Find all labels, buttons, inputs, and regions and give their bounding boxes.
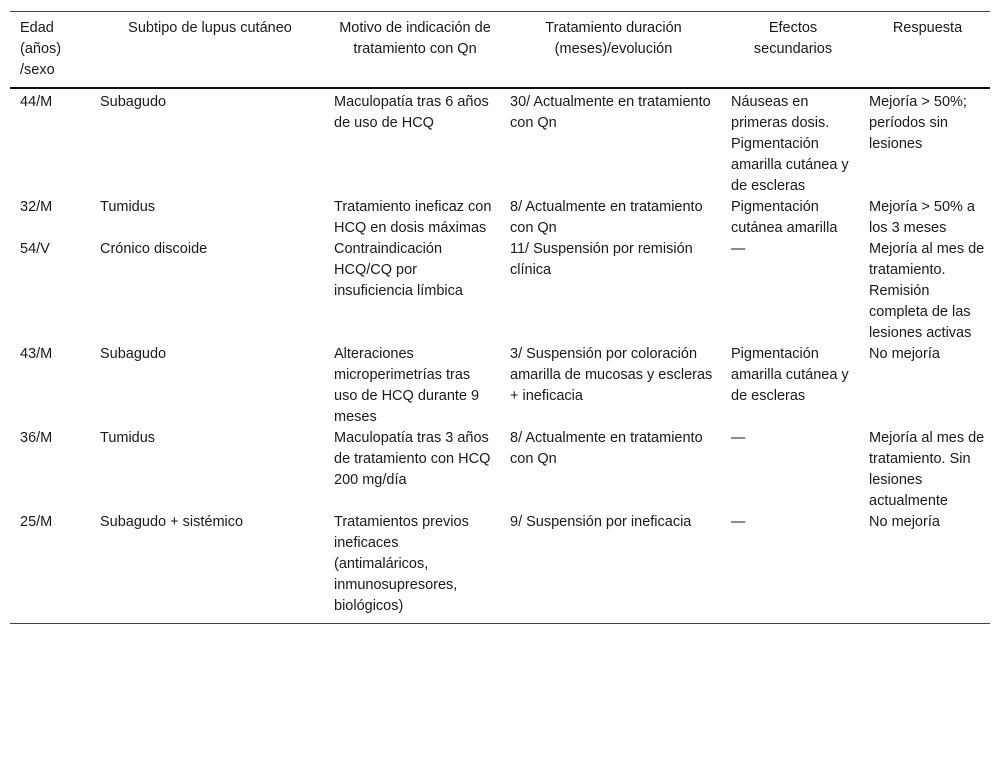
cell-subtype: Subagudo (100, 346, 167, 362)
cell-duration: 9/ Suspensión por ineficacia (510, 514, 692, 530)
cell-subtype: Subagudo + sistémico (100, 514, 244, 530)
cell-indication: Tratamiento ineficaz con HCQ en dosis máximas (334, 199, 492, 236)
table-row (10, 512, 990, 624)
cell-age-sex: 43/M (20, 346, 53, 362)
cell-duration: 3/ Suspensión por coloración amarilla de mucosas y escleras + ineficacia (510, 346, 713, 404)
cell-response: Mejoría al mes de tratamiento. Sin lesiones actualmente (869, 430, 985, 509)
cell-duration: 30/ Actualmente en tratamiento con Qn (510, 94, 711, 131)
header-age-sex: Edad (años) /sexo (20, 20, 62, 78)
table-header (10, 12, 990, 89)
cell-response: Mejoría > 50%; períodos sin lesiones (869, 94, 967, 152)
header-response: Respuesta (892, 20, 963, 36)
table-row (10, 88, 990, 197)
table-row (10, 239, 990, 344)
header-duration: Tratamiento duración (meses)/evolución (545, 20, 682, 57)
cell-duration: 8/ Actualmente en tratamiento con Qn (510, 430, 703, 467)
table-row (10, 344, 990, 428)
header-indication: Motivo de indicación de tratamiento con Qn (339, 20, 491, 57)
cell-response: Mejoría > 50% a los 3 meses (869, 199, 975, 236)
cell-subtype: Tumidus (100, 199, 156, 215)
cell-duration: 8/ Actualmente en tratamiento con Qn (510, 199, 703, 236)
cell-age-sex: 44/M (20, 94, 53, 110)
header-subtype: Subtipo de lupus cutáneo (128, 20, 292, 36)
cell-response: Mejoría al mes de tratamiento. Remisión completa de las lesiones activas (869, 241, 985, 341)
cell-response: No mejoría (869, 346, 940, 362)
cell-indication: Tratamientos previos ineficaces (antimaláricos, inmunosupresores, biológicos) (334, 514, 469, 614)
header-side-effects: Efectos secundarios (753, 20, 833, 57)
lupus-treatment-table (10, 11, 990, 624)
cell-response: No mejoría (869, 514, 940, 530)
cell-age-sex: 36/M (20, 430, 53, 446)
cell-subtype: Subagudo (100, 94, 167, 110)
cell-indication: Contraindicación HCQ/CQ por insuficiencia límbica (334, 241, 463, 299)
cell-side-effects: Pigmentación amarilla cutánea y de escleras (731, 346, 849, 404)
cell-duration: 11/ Suspensión por remisión clínica (510, 241, 693, 278)
cell-age-sex: 25/M (20, 514, 53, 530)
cell-indication: Maculopatía tras 3 años de tratamiento con HCQ 200 mg/día (334, 430, 491, 488)
table-row (10, 197, 990, 239)
cell-side-effects: Náuseas en primeras dosis. Pigmentación amarilla cutánea y de escleras (731, 94, 849, 194)
cell-age-sex: 54/V (20, 241, 50, 257)
cell-side-effects: — (731, 241, 746, 257)
header-row (10, 12, 990, 89)
table-row (10, 428, 990, 512)
cell-subtype: Crónico discoide (100, 241, 208, 257)
cell-subtype: Tumidus (100, 430, 156, 446)
cell-age-sex: 32/M (20, 199, 53, 215)
cell-indication: Maculopatía tras 6 años de uso de HCQ (334, 94, 489, 131)
table-container (10, 11, 990, 624)
cell-indication: Alteraciones microperimetrías tras uso de HCQ durante 9 meses (334, 346, 480, 425)
cell-side-effects: — (731, 514, 746, 530)
table-body (10, 88, 990, 624)
cell-side-effects: Pigmentación cutánea amarilla (731, 199, 838, 236)
cell-side-effects: — (731, 430, 746, 446)
